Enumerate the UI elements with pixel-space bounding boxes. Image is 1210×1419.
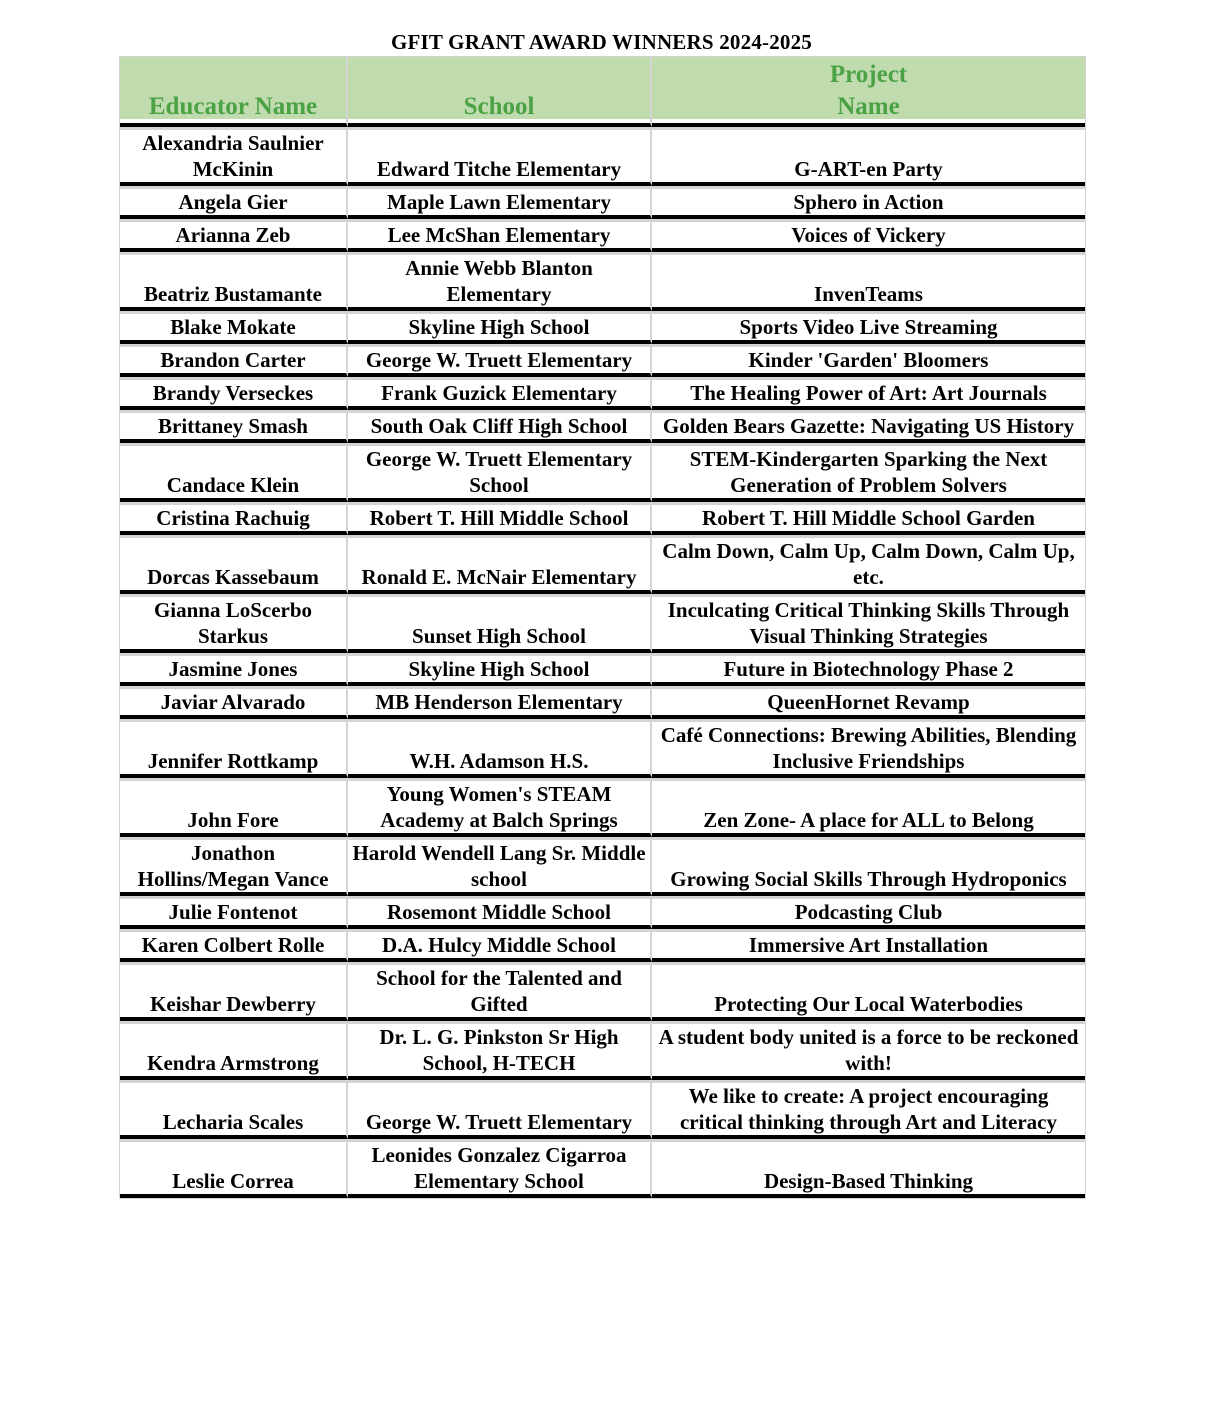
table-row bbox=[120, 594, 1085, 653]
project-name-cell: InvenTeams bbox=[652, 252, 1085, 311]
table-row bbox=[120, 1021, 1085, 1080]
school-cell: Edward Titche Elementary bbox=[348, 127, 652, 186]
school-cell: Leonides Gonzalez Cigarroa Elementary School bbox=[348, 1139, 652, 1198]
school-cell: Rosemont Middle School bbox=[348, 896, 652, 929]
project-name-cell: Calm Down, Calm Up, Calm Down, Calm Up, etc. bbox=[652, 535, 1085, 594]
table-row bbox=[120, 896, 1085, 929]
school-cell: D.A. Hulcy Middle School bbox=[348, 929, 652, 962]
school-cell: School for the Talented and Gifted bbox=[348, 962, 652, 1021]
project-name-cell: We like to create: A project encouraging critical thinking through Art and Literacy bbox=[652, 1080, 1085, 1139]
table-row bbox=[120, 127, 1085, 186]
educator-name-cell: Keishar Dewberry bbox=[120, 962, 348, 1021]
educator-name-cell: Angela Gier bbox=[120, 186, 348, 219]
school-cell: Maple Lawn Elementary bbox=[348, 186, 652, 219]
table-row bbox=[120, 719, 1085, 778]
project-name-cell: Future in Biotechnology Phase 2 bbox=[652, 653, 1085, 686]
school-cell: Skyline High School bbox=[348, 311, 652, 344]
project-name-cell: G-ART-en Party bbox=[652, 127, 1085, 186]
project-name-cell: Golden Bears Gazette: Navigating US History bbox=[652, 410, 1085, 443]
educator-name-cell: Candace Klein bbox=[120, 443, 348, 502]
school-cell: George W. Truett Elementary bbox=[348, 344, 652, 377]
educator-name-cell: Julie Fontenot bbox=[120, 896, 348, 929]
table-row bbox=[120, 502, 1085, 535]
header-row bbox=[120, 57, 1085, 127]
table-row bbox=[120, 219, 1085, 252]
table-header bbox=[120, 57, 1085, 127]
project-name-cell: The Healing Power of Art: Art Journals bbox=[652, 377, 1085, 410]
educator-name-cell: Kendra Armstrong bbox=[120, 1021, 348, 1080]
educator-name-cell: Jennifer Rottkamp bbox=[120, 719, 348, 778]
table-row bbox=[120, 778, 1085, 837]
educator-name-cell: Blake Mokate bbox=[120, 311, 348, 344]
educator-name-cell: John Fore bbox=[120, 778, 348, 837]
school-cell: Annie Webb Blanton Elementary bbox=[348, 252, 652, 311]
educator-name-cell: Brandon Carter bbox=[120, 344, 348, 377]
table-row bbox=[120, 962, 1085, 1021]
table-row bbox=[120, 252, 1085, 311]
table-row bbox=[120, 1139, 1085, 1198]
school-cell: Harold Wendell Lang Sr. Middle school bbox=[348, 837, 652, 896]
educator-name-cell: Alexandria Saulnier McKinin bbox=[120, 127, 348, 186]
school-cell: South Oak Cliff High School bbox=[348, 410, 652, 443]
educator-name-cell: Jasmine Jones bbox=[120, 653, 348, 686]
project-name-cell: STEM-Kindergarten Sparking the Next Generation of Problem Solvers bbox=[652, 443, 1085, 502]
project-name-cell: Café Connections: Brewing Abilities, Blending Inclusive Friendships bbox=[652, 719, 1085, 778]
educator-name-cell: Jonathon Hollins/Megan Vance bbox=[120, 837, 348, 896]
educator-name-cell: Javiar Alvarado bbox=[120, 686, 348, 719]
project-name-cell: Design-Based Thinking bbox=[652, 1139, 1085, 1198]
project-name-cell: Sphero in Action bbox=[652, 186, 1085, 219]
school-cell: Lee McShan Elementary bbox=[348, 219, 652, 252]
project-name-cell: A student body united is a force to be reckoned with! bbox=[652, 1021, 1085, 1080]
school-cell: George W. Truett Elementary School bbox=[348, 443, 652, 502]
project-name-cell: Immersive Art Installation bbox=[652, 929, 1085, 962]
table-row bbox=[120, 535, 1085, 594]
winners-table bbox=[119, 56, 1086, 1199]
educator-name-cell: Lecharia Scales bbox=[120, 1080, 348, 1139]
educator-name-cell: Gianna LoScerbo Starkus bbox=[120, 594, 348, 653]
project-name-cell: Protecting Our Local Waterbodies bbox=[652, 962, 1085, 1021]
header-school: School bbox=[348, 57, 652, 127]
project-name-cell: QueenHornet Revamp bbox=[652, 686, 1085, 719]
school-cell: Skyline High School bbox=[348, 653, 652, 686]
project-name-cell: Zen Zone- A place for ALL to Belong bbox=[652, 778, 1085, 837]
school-cell: Sunset High School bbox=[348, 594, 652, 653]
project-name-cell: Podcasting Club bbox=[652, 896, 1085, 929]
educator-name-cell: Arianna Zeb bbox=[120, 219, 348, 252]
school-cell: Young Women's STEAM Academy at Balch Springs bbox=[348, 778, 652, 837]
educator-name-cell: Brandy Verseckes bbox=[120, 377, 348, 410]
project-name-cell: Growing Social Skills Through Hydroponics bbox=[652, 837, 1085, 896]
educator-name-cell: Cristina Rachuig bbox=[120, 502, 348, 535]
header-project-name: Project Name bbox=[652, 57, 1085, 127]
project-name-cell: Kinder 'Garden' Bloomers bbox=[652, 344, 1085, 377]
school-cell: Ronald E. McNair Elementary bbox=[348, 535, 652, 594]
table-row bbox=[120, 410, 1085, 443]
table-row bbox=[120, 311, 1085, 344]
school-cell: Robert T. Hill Middle School bbox=[348, 502, 652, 535]
table-row bbox=[120, 344, 1085, 377]
table-row bbox=[120, 929, 1085, 962]
table-row bbox=[120, 837, 1085, 896]
project-name-cell: Robert T. Hill Middle School Garden bbox=[652, 502, 1085, 535]
school-cell: George W. Truett Elementary bbox=[348, 1080, 652, 1139]
table-row bbox=[120, 686, 1085, 719]
table-row bbox=[120, 653, 1085, 686]
school-cell: Frank Guzick Elementary bbox=[348, 377, 652, 410]
educator-name-cell: Beatriz Bustamante bbox=[120, 252, 348, 311]
educator-name-cell: Brittaney Smash bbox=[120, 410, 348, 443]
school-cell: W.H. Adamson H.S. bbox=[348, 719, 652, 778]
table-row bbox=[120, 1080, 1085, 1139]
header-educator-name: Educator Name bbox=[120, 57, 348, 127]
table-row bbox=[120, 443, 1085, 502]
document-title: GFIT GRANT AWARD WINNERS 2024-2025 bbox=[390, 30, 813, 54]
school-cell: MB Henderson Elementary bbox=[348, 686, 652, 719]
table-row bbox=[120, 377, 1085, 410]
school-cell: Dr. L. G. Pinkston Sr High School, H-TECH bbox=[348, 1021, 652, 1080]
educator-name-cell: Dorcas Kassebaum bbox=[120, 535, 348, 594]
project-name-cell: Sports Video Live Streaming bbox=[652, 311, 1085, 344]
table-body bbox=[120, 127, 1085, 1198]
educator-name-cell: Leslie Correa bbox=[120, 1139, 348, 1198]
table-row bbox=[120, 186, 1085, 219]
project-name-cell: Voices of Vickery bbox=[652, 219, 1085, 252]
project-name-cell: Inculcating Critical Thinking Skills Through Visual Thinking Strategies bbox=[652, 594, 1085, 653]
educator-name-cell: Karen Colbert Rolle bbox=[120, 929, 348, 962]
